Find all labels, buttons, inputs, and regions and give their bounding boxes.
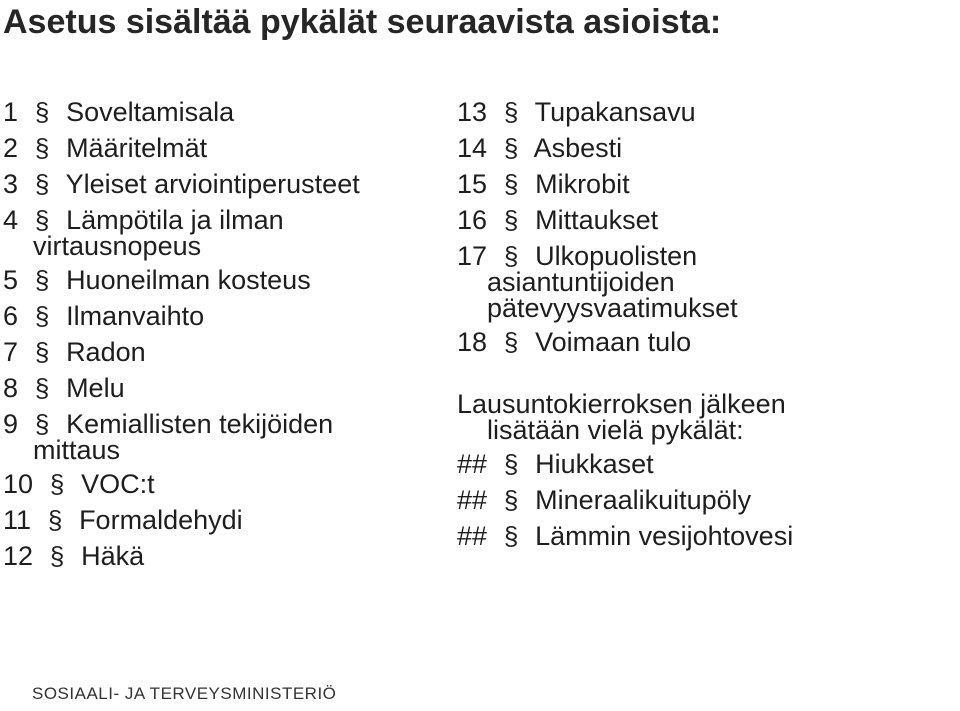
item-number: 4 bbox=[3, 205, 19, 235]
item-number: 7 bbox=[3, 337, 19, 367]
section-sign-icon: § bbox=[47, 505, 63, 535]
left-column bbox=[3, 97, 453, 571]
item-number: 12 bbox=[3, 541, 34, 571]
list-item bbox=[3, 409, 453, 465]
item-label: Hiukkaset bbox=[535, 449, 654, 479]
section-sign-icon: § bbox=[503, 327, 519, 357]
ministry-logo-text: SOSIAALI- JA TERVEYSMINISTERIÖ bbox=[32, 684, 337, 703]
list-item bbox=[457, 205, 957, 235]
item-number: 17 bbox=[457, 241, 488, 271]
item-label: Voimaan tulo bbox=[535, 327, 692, 357]
item-label: Melu bbox=[66, 373, 125, 403]
item-label-continuation: virtausnopeus bbox=[33, 231, 202, 261]
item-label: Mittaukset bbox=[535, 205, 659, 235]
item-label-continuation: mittaus bbox=[33, 435, 121, 465]
item-number: 16 bbox=[457, 205, 488, 235]
list-item bbox=[457, 97, 957, 127]
section-sign-icon: § bbox=[34, 409, 50, 439]
item-number: 9 bbox=[3, 409, 19, 439]
item-label-continuation: asiantuntijoiden bbox=[487, 267, 675, 297]
item-label: Lämpötila ja ilman bbox=[66, 205, 284, 235]
section-sign-icon: § bbox=[34, 169, 50, 199]
item-label: Määritelmät bbox=[66, 133, 208, 163]
note-line: Lausuntokierroksen jälkeen bbox=[457, 389, 786, 419]
item-number: 10 bbox=[3, 469, 34, 499]
item-number: 6 bbox=[3, 301, 19, 331]
item-number: 1 bbox=[3, 97, 19, 127]
note-text bbox=[457, 389, 957, 445]
item-label: Kemiallisten tekijöiden bbox=[66, 409, 334, 439]
list-item bbox=[3, 205, 453, 261]
section-sign-icon: § bbox=[503, 449, 519, 479]
item-label: Huoneilman kosteus bbox=[66, 265, 311, 295]
section-sign-icon: § bbox=[503, 205, 519, 235]
list-item bbox=[3, 265, 453, 295]
list-item bbox=[457, 327, 957, 357]
item-label: Radon bbox=[66, 337, 146, 367]
note-line: lisätään vielä pykälät: bbox=[487, 415, 744, 445]
section-sign-icon: § bbox=[34, 265, 50, 295]
item-label: Formaldehydi bbox=[79, 505, 243, 535]
section-sign-icon: § bbox=[49, 469, 65, 499]
list-item bbox=[3, 541, 453, 571]
item-number: 8 bbox=[3, 373, 19, 403]
item-label: Ilmanvaihto bbox=[66, 301, 205, 331]
item-number: 14 bbox=[457, 133, 488, 163]
section-sign-icon: § bbox=[34, 133, 50, 163]
list-item bbox=[3, 301, 453, 331]
list-item bbox=[457, 133, 957, 163]
item-number: ## bbox=[457, 485, 488, 515]
list-item bbox=[457, 169, 957, 199]
list-item bbox=[3, 97, 453, 127]
item-label-continuation: pätevyysvaatimukset bbox=[487, 293, 738, 323]
list-item bbox=[457, 449, 957, 479]
list-item bbox=[3, 133, 453, 163]
section-sign-icon: § bbox=[34, 337, 50, 367]
item-number: 18 bbox=[457, 327, 488, 357]
item-number: ## bbox=[457, 521, 488, 551]
section-sign-icon: § bbox=[503, 169, 519, 199]
item-number: 15 bbox=[457, 169, 488, 199]
section-sign-icon: § bbox=[503, 133, 519, 163]
item-label: Ulkopuolisten bbox=[535, 241, 698, 271]
section-sign-icon: § bbox=[503, 485, 519, 515]
item-number: 5 bbox=[3, 265, 19, 295]
section-sign-icon: § bbox=[34, 97, 50, 127]
item-number: 3 bbox=[3, 169, 19, 199]
list-item bbox=[457, 241, 957, 323]
list-item bbox=[3, 505, 453, 535]
list-item bbox=[457, 521, 957, 551]
item-number: 2 bbox=[3, 133, 19, 163]
item-label: Yleiset arviointiperusteet bbox=[65, 169, 360, 199]
list-item bbox=[3, 169, 453, 199]
item-label: VOC:t bbox=[81, 469, 155, 499]
item-label: Häkä bbox=[81, 541, 145, 571]
item-label: Asbesti bbox=[533, 133, 623, 163]
section-sign-icon: § bbox=[34, 205, 50, 235]
right-column bbox=[457, 97, 957, 551]
item-label: Tupakansavu bbox=[534, 97, 696, 127]
section-sign-icon: § bbox=[503, 521, 519, 551]
item-label: Soveltamisala bbox=[66, 97, 235, 127]
section-sign-icon: § bbox=[49, 541, 65, 571]
item-number: 13 bbox=[457, 97, 488, 127]
item-label: Mikrobit bbox=[535, 169, 630, 199]
page-title: Asetus sisältää pykälät seuraavista asioista: bbox=[3, 3, 722, 41]
section-sign-icon: § bbox=[34, 301, 50, 331]
item-number: 11 bbox=[3, 505, 32, 535]
list-item bbox=[3, 469, 453, 499]
list-item bbox=[457, 485, 957, 515]
item-label: Lämmin vesijohtovesi bbox=[535, 521, 794, 551]
list-item bbox=[3, 337, 453, 367]
section-sign-icon: § bbox=[503, 97, 519, 127]
list-item bbox=[3, 373, 453, 403]
section-sign-icon: § bbox=[503, 241, 519, 271]
item-label: Mineraalikuitupöly bbox=[535, 485, 752, 515]
section-sign-icon: § bbox=[34, 373, 50, 403]
item-number: ## bbox=[457, 449, 488, 479]
